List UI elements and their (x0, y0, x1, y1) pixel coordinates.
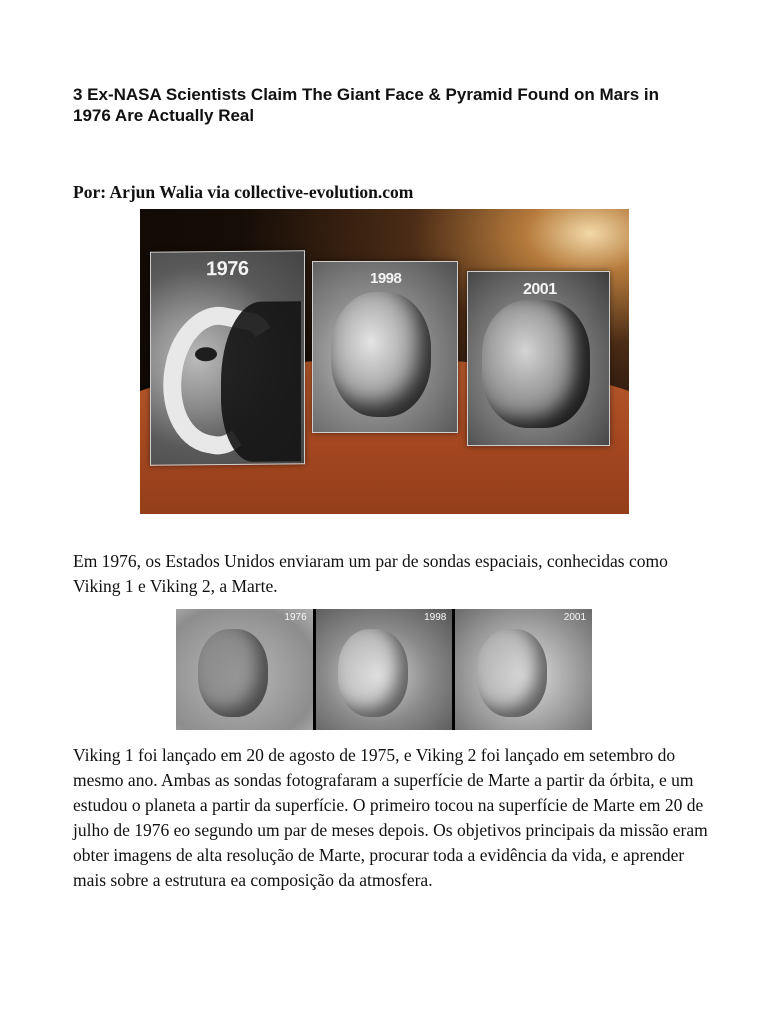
tile-year-label: 2001 (563, 612, 587, 623)
face-relief (482, 300, 590, 428)
photo-panel-1976 (150, 250, 305, 466)
face-shadow (221, 301, 301, 462)
panel-year-label: 1998 (370, 270, 402, 287)
face-relief (338, 629, 408, 717)
strip-tile-2001 (455, 609, 592, 730)
face-relief (477, 629, 547, 717)
mars-face-strip-image (176, 609, 592, 730)
panel-year-label: 2001 (523, 281, 557, 298)
paragraph-intro: Em 1976, os Estados Unidos enviaram um par de sondas espaciais, conhecidas como Viking 1 e Viking 2, a Marte. (73, 551, 668, 596)
panel-year-label: 1976 (206, 257, 249, 281)
article-title: 3 Ex-NASA Scientists Claim The Giant Face & Pyramid Found on Mars in 1976 Are Actually Real (73, 85, 659, 125)
face-relief (198, 629, 268, 717)
face-relief (331, 292, 431, 417)
tile-year-label: 1998 (424, 612, 447, 623)
photo-panel-2001 (467, 271, 610, 446)
strip-tile-1976 (176, 609, 313, 730)
mars-face-comparison-image (140, 209, 629, 514)
photo-panel-1998 (312, 261, 458, 433)
paragraph-viking-details: Viking 1 foi lançado em 20 de agosto de 1975, e Viking 2 foi lançado em setembro do mesmo ano. Ambas as sondas fotografaram a superfície de Marte a partir da órbita, e um estudou o planeta a partir da superfície. O primeiro tocou na superfície de Marte em 20 de julho de 1976 eo segundo um par de meses depois. Os objetivos principais da missão eram obter imagens de alta resolução de Marte, procurar toda a evidência da vida, e aprender mais sobre a estrutura ea composição da atmosfera. (73, 745, 708, 890)
article-byline: Por: Arjun Walia via collective-evolution.com (73, 182, 414, 202)
tile-year-label: 1976 (284, 612, 307, 623)
strip-tile-1998 (316, 609, 453, 730)
